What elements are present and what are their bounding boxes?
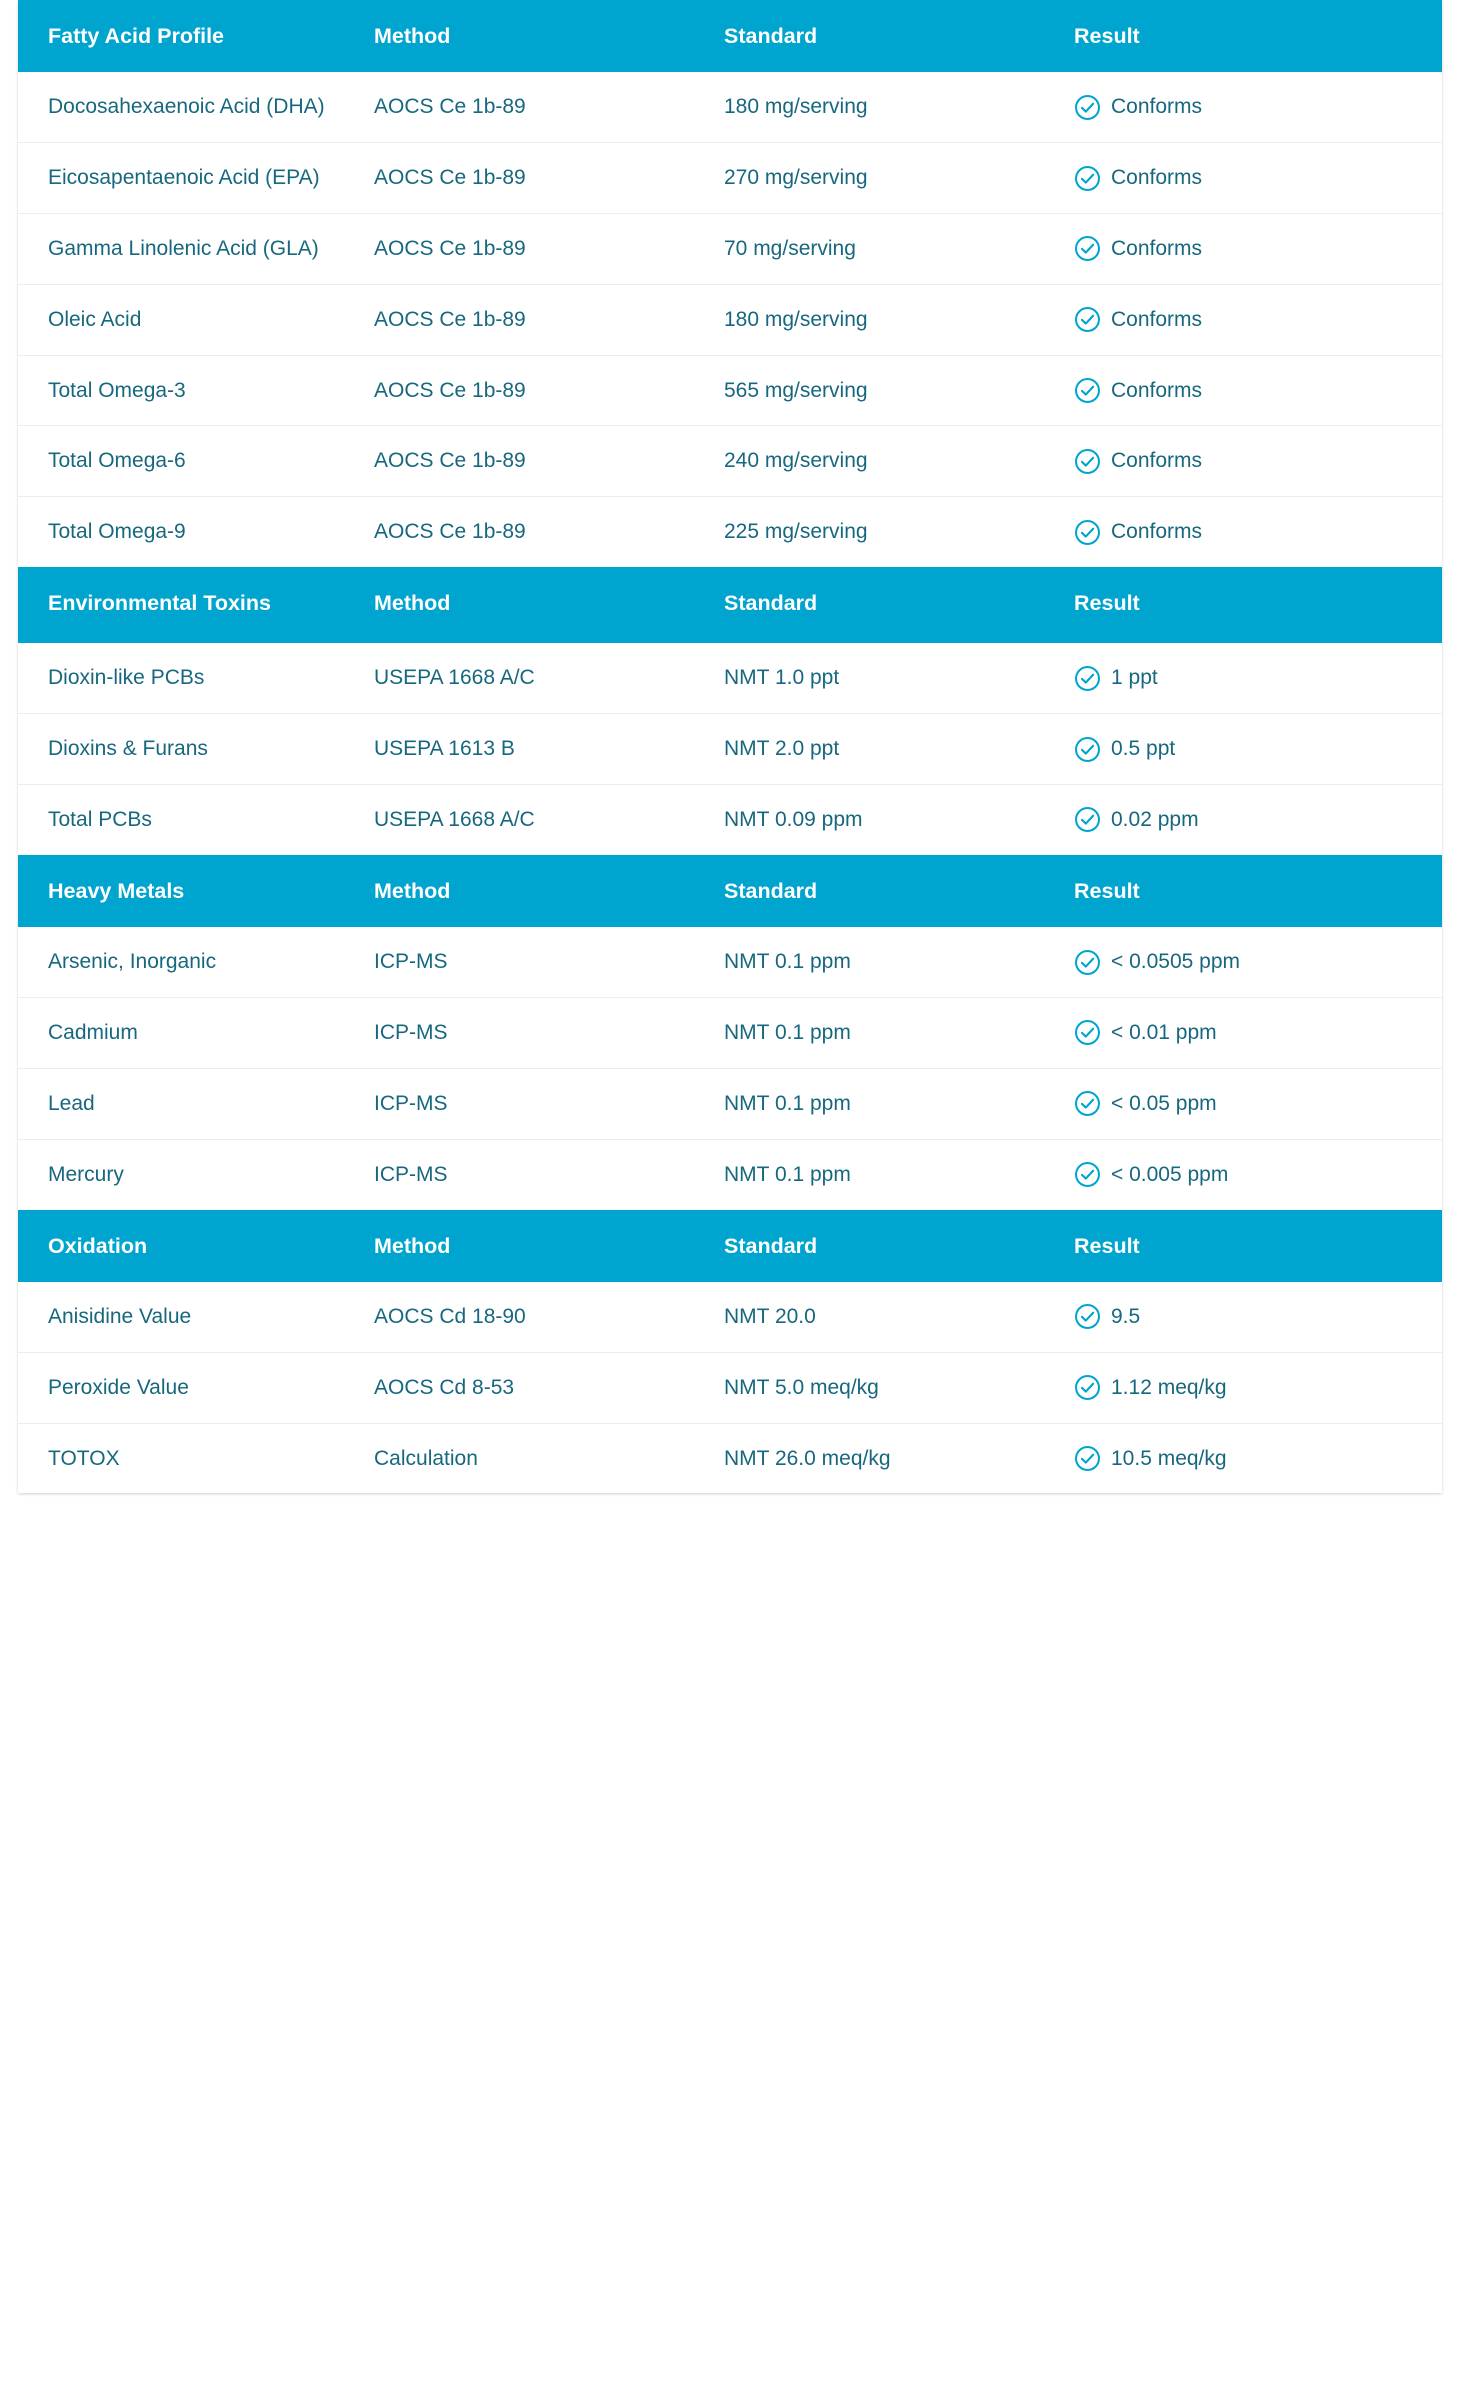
method-value: ICP-MS: [374, 1021, 448, 1045]
method-value: ICP-MS: [374, 1091, 448, 1115]
section-header-row: [18, 567, 1442, 643]
result-cell: [1068, 785, 1442, 855]
standard-cell: [718, 1353, 1068, 1424]
standard-cell: [718, 714, 1068, 785]
method-cell: [368, 785, 718, 855]
analyte-cell: [18, 998, 368, 1069]
check-circle-icon: [1074, 665, 1101, 692]
analyte-label: TOTOX: [48, 1446, 120, 1470]
column-header-method: Method: [368, 567, 718, 643]
result-value: Conforms: [1111, 95, 1203, 119]
check-circle-icon: [1074, 1161, 1101, 1188]
check-circle-icon: [1074, 1445, 1101, 1472]
method-cell: [368, 285, 718, 356]
standard-cell: [718, 143, 1068, 214]
result-status: [1074, 446, 1442, 476]
check-circle-icon: [1074, 448, 1101, 475]
check-circle-icon: [1074, 377, 1101, 404]
result-value: Conforms: [1111, 307, 1203, 331]
coa-table-body: [18, 0, 1442, 1493]
standard-cell: [718, 285, 1068, 356]
section-title: Environmental Toxins: [18, 567, 368, 643]
result-value: < 0.05 ppm: [1111, 1091, 1217, 1115]
column-header-result: Result: [1068, 567, 1442, 643]
method-cell: [368, 497, 718, 567]
column-header-standard: Standard: [718, 567, 1068, 643]
analyte-label: Cadmium: [48, 1021, 138, 1045]
result-cell: [1068, 927, 1442, 998]
method-value: USEPA 1613 B: [374, 737, 515, 761]
table-row: [18, 785, 1442, 855]
analyte-label: Oleic Acid: [48, 307, 142, 331]
result-cell: [1068, 143, 1442, 214]
table-row: [18, 497, 1442, 567]
result-status: [1074, 1444, 1442, 1474]
result-value: 10.5 meq/kg: [1111, 1446, 1227, 1470]
analyte-label: Peroxide Value: [48, 1375, 189, 1399]
method-cell: [368, 714, 718, 785]
analyte-cell: [18, 1282, 368, 1353]
result-status: [1074, 663, 1442, 693]
method-cell: [368, 1069, 718, 1140]
method-value: AOCS Ce 1b-89: [374, 237, 526, 260]
method-value: AOCS Ce 1b-89: [374, 378, 526, 402]
method-cell: [368, 214, 718, 285]
analyte-cell: [18, 785, 368, 855]
section-title: Heavy Metals: [18, 855, 368, 927]
analyte-label: Total Omega-3: [48, 378, 186, 402]
standard-value: NMT 20.0: [724, 1304, 816, 1328]
analyte-cell: [18, 1140, 368, 1210]
result-cell: [1068, 643, 1442, 714]
analyte-label: Total Omega-6: [48, 449, 186, 473]
check-circle-icon: [1074, 736, 1101, 763]
check-circle-icon: [1074, 1019, 1101, 1046]
method-cell: [368, 143, 718, 214]
standard-value: NMT 0.1 ppm: [724, 1091, 851, 1115]
analyte-label: Dioxin-like PCBs: [48, 666, 205, 690]
standard-cell: [718, 72, 1068, 143]
result-cell: [1068, 497, 1442, 567]
standard-value: 180 mg/serving: [724, 307, 868, 331]
standard-cell: [718, 927, 1068, 998]
method-value: AOCS Ce 1b-89: [374, 95, 526, 119]
analyte-cell: [18, 214, 368, 285]
analyte-cell: [18, 356, 368, 427]
table-row: [18, 72, 1442, 143]
method-cell: [368, 927, 718, 998]
column-header-method: Method: [368, 855, 718, 927]
analyte-cell: [18, 497, 368, 567]
analyte-label: Total Omega-9: [48, 520, 186, 544]
method-value: AOCS Ce 1b-89: [374, 520, 526, 544]
method-value: AOCS Cd 8-53: [374, 1375, 515, 1399]
standard-value: 240 mg/serving: [724, 449, 868, 473]
method-value: AOCS Ce 1b-89: [374, 449, 526, 473]
result-status: [1074, 1018, 1442, 1048]
result-value: 0.02 ppm: [1111, 808, 1199, 832]
analyte-cell: [18, 714, 368, 785]
standard-cell: [718, 785, 1068, 855]
result-value: < 0.005 ppm: [1111, 1162, 1229, 1186]
check-circle-icon: [1074, 806, 1101, 833]
method-cell: [368, 1282, 718, 1353]
method-value: AOCS Cd 18-90: [374, 1304, 526, 1328]
result-value: Conforms: [1111, 166, 1203, 190]
result-status: [1074, 305, 1442, 335]
table-row: [18, 426, 1442, 497]
standard-value: NMT 2.0 ppt: [724, 737, 840, 761]
coa-results-table: [18, 0, 1442, 1493]
column-header-method: Method: [368, 0, 718, 72]
method-value: USEPA 1668 A/C: [374, 808, 535, 832]
result-cell: [1068, 356, 1442, 427]
table-row: [18, 285, 1442, 356]
table-row: [18, 356, 1442, 427]
standard-value: NMT 0.1 ppm: [724, 1162, 851, 1186]
check-circle-icon: [1074, 519, 1101, 546]
column-header-method: Method: [368, 1210, 718, 1282]
analyte-cell: [18, 1424, 368, 1494]
result-value: < 0.01 ppm: [1111, 1021, 1217, 1045]
method-value: USEPA 1668 A/C: [374, 666, 535, 690]
result-cell: [1068, 1353, 1442, 1424]
standard-value: NMT 1.0 ppt: [724, 666, 840, 690]
result-cell: [1068, 1424, 1442, 1494]
standard-cell: [718, 1069, 1068, 1140]
standard-cell: [718, 214, 1068, 285]
analyte-cell: [18, 1069, 368, 1140]
table-row: [18, 1353, 1442, 1424]
analyte-cell: [18, 285, 368, 356]
standard-value: 225 mg/serving: [724, 520, 868, 544]
standard-value: NMT 0.1 ppm: [724, 950, 851, 974]
analyte-label: Eicosapentaenoic Acid (EPA): [48, 166, 320, 190]
standard-cell: [718, 497, 1068, 567]
column-header-standard: Standard: [718, 0, 1068, 72]
table-row: [18, 643, 1442, 714]
standard-value: NMT 26.0 meq/kg: [724, 1446, 891, 1470]
check-circle-icon: [1074, 1090, 1101, 1117]
table-row: [18, 998, 1442, 1069]
analyte-label: Arsenic, Inorganic: [48, 950, 217, 974]
result-status: [1074, 1302, 1442, 1332]
standard-value: 70 mg/serving: [724, 237, 856, 260]
section-header-row: [18, 0, 1442, 72]
result-cell: [1068, 214, 1442, 285]
standard-value: NMT 0.1 ppm: [724, 1021, 851, 1045]
method-value: ICP-MS: [374, 950, 448, 974]
check-circle-icon: [1074, 94, 1101, 121]
result-status: [1074, 234, 1442, 264]
result-status: [1074, 947, 1442, 977]
standard-cell: [718, 998, 1068, 1069]
table-row: [18, 714, 1442, 785]
analyte-label: Mercury: [48, 1162, 124, 1186]
standard-value: 565 mg/serving: [724, 378, 868, 402]
result-cell: [1068, 426, 1442, 497]
standard-value: NMT 0.09 ppm: [724, 808, 863, 832]
analyte-label: Gamma Linolenic Acid (GLA): [48, 237, 319, 260]
analyte-cell: [18, 1353, 368, 1424]
result-value: Conforms: [1111, 449, 1203, 473]
result-value: 0.5 ppt: [1111, 737, 1176, 761]
analyte-cell: [18, 927, 368, 998]
analyte-label: Total PCBs: [48, 808, 152, 832]
column-header-standard: Standard: [718, 1210, 1068, 1282]
method-cell: [368, 72, 718, 143]
table-row: [18, 143, 1442, 214]
analyte-cell: [18, 72, 368, 143]
result-value: Conforms: [1111, 520, 1203, 544]
table-row: [18, 214, 1442, 285]
result-value: < 0.0505 ppm: [1111, 950, 1241, 974]
result-status: [1074, 1089, 1442, 1119]
section-title: Fatty Acid Profile: [18, 0, 368, 72]
column-header-result: Result: [1068, 0, 1442, 72]
check-circle-icon: [1074, 235, 1101, 262]
result-cell: [1068, 998, 1442, 1069]
result-value: 1 ppt: [1111, 666, 1158, 690]
method-cell: [368, 1140, 718, 1210]
column-header-result: Result: [1068, 1210, 1442, 1282]
result-value: 1.12 meq/kg: [1111, 1375, 1227, 1399]
section-header-row: [18, 1210, 1442, 1282]
result-status: [1074, 1373, 1442, 1403]
method-value: AOCS Ce 1b-89: [374, 166, 526, 190]
section-header-row: [18, 855, 1442, 927]
analyte-label: Lead: [48, 1091, 95, 1115]
result-cell: [1068, 1282, 1442, 1353]
result-status: [1074, 1160, 1442, 1190]
result-value: 9.5: [1111, 1304, 1141, 1328]
standard-cell: [718, 1140, 1068, 1210]
standard-cell: [718, 356, 1068, 427]
standard-value: NMT 5.0 meq/kg: [724, 1375, 879, 1399]
method-cell: [368, 1353, 718, 1424]
result-cell: [1068, 714, 1442, 785]
analyte-label: Anisidine Value: [48, 1304, 192, 1328]
check-circle-icon: [1074, 165, 1101, 192]
result-status: [1074, 805, 1442, 835]
method-value: Calculation: [374, 1446, 478, 1470]
method-cell: [368, 998, 718, 1069]
table-row: [18, 1424, 1442, 1494]
check-circle-icon: [1074, 1303, 1101, 1330]
standard-cell: [718, 1282, 1068, 1353]
standard-cell: [718, 1424, 1068, 1494]
result-cell: [1068, 1140, 1442, 1210]
method-cell: [368, 356, 718, 427]
check-circle-icon: [1074, 306, 1101, 333]
standard-value: 270 mg/serving: [724, 166, 868, 190]
column-header-result: Result: [1068, 855, 1442, 927]
result-value: Conforms: [1111, 378, 1203, 402]
result-status: [1074, 163, 1442, 193]
result-status: [1074, 734, 1442, 764]
analyte-cell: [18, 426, 368, 497]
table-row: [18, 1069, 1442, 1140]
analyte-cell: [18, 643, 368, 714]
result-value: Conforms: [1111, 237, 1203, 260]
table-row: [18, 927, 1442, 998]
result-status: [1074, 517, 1442, 547]
standard-value: 180 mg/serving: [724, 95, 868, 119]
analyte-label: Dioxins & Furans: [48, 737, 208, 761]
analyte-cell: [18, 143, 368, 214]
analyte-label: Docosahexaenoic Acid (DHA): [48, 95, 325, 119]
method-value: ICP-MS: [374, 1162, 448, 1186]
standard-cell: [718, 426, 1068, 497]
table-row: [18, 1140, 1442, 1210]
page-bottom-spacer: [18, 1493, 1442, 1513]
column-header-standard: Standard: [718, 855, 1068, 927]
result-cell: [1068, 72, 1442, 143]
check-circle-icon: [1074, 949, 1101, 976]
method-cell: [368, 643, 718, 714]
result-cell: [1068, 285, 1442, 356]
method-cell: [368, 1424, 718, 1494]
check-circle-icon: [1074, 1374, 1101, 1401]
result-status: [1074, 92, 1442, 122]
method-value: AOCS Ce 1b-89: [374, 307, 526, 331]
method-cell: [368, 426, 718, 497]
result-cell: [1068, 1069, 1442, 1140]
section-title: Oxidation: [18, 1210, 368, 1282]
standard-cell: [718, 643, 1068, 714]
result-status: [1074, 376, 1442, 406]
table-row: [18, 1282, 1442, 1353]
